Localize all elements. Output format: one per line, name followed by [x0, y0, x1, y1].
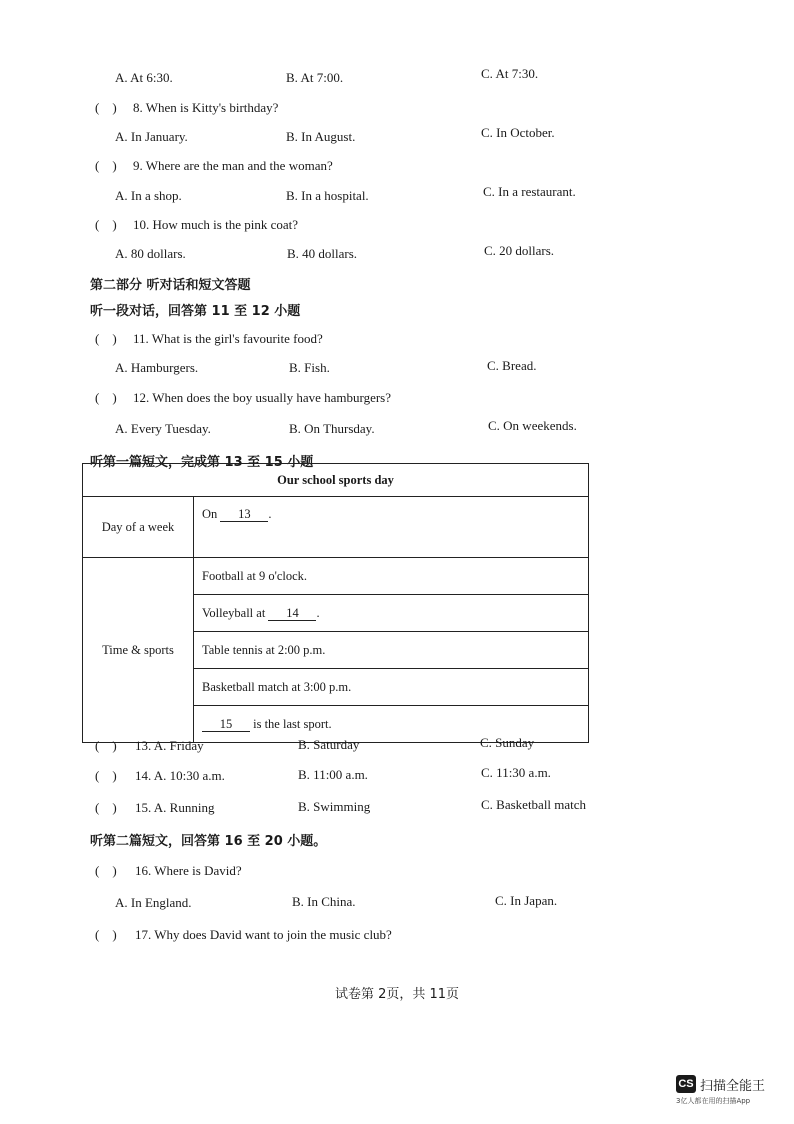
- day-of-week-label: Day of a week: [83, 497, 194, 558]
- last-sport-suffix: is the last sport.: [253, 716, 332, 731]
- question-17: 17. Why does David want to join the music club?: [135, 927, 392, 942]
- q15-option-c: C. Basketball match: [481, 797, 587, 812]
- camscanner-logo-icon: CS: [676, 1075, 696, 1093]
- q8-option-a: A. In January.: [115, 129, 188, 144]
- answer-paren: ( ): [95, 390, 117, 405]
- q9-option-c: C. In a restaurant.: [483, 184, 576, 199]
- q10-option-a: A. 80 dollars.: [115, 246, 186, 261]
- table-title: Our school sports day: [83, 464, 589, 497]
- blank-14: 14: [268, 607, 316, 621]
- q16-option-c: C. In Japan.: [495, 893, 558, 908]
- answer-paren: ( ): [95, 738, 117, 753]
- blank-13: 13: [220, 508, 268, 522]
- q15-option-b: B. Swimming: [298, 799, 371, 814]
- answer-paren: ( ): [95, 863, 117, 878]
- q12-option-c: C. On weekends.: [488, 418, 577, 433]
- q9-option-b: B. In a hospital.: [286, 188, 369, 203]
- dialogue-heading: 听一段对话，回答第 11 至 12 小题: [90, 304, 301, 319]
- table-tennis-cell: Table tennis at 2:00 p.m.: [194, 632, 589, 669]
- q10-option-c: C. 20 dollars.: [484, 243, 555, 258]
- volleyball-cell: [194, 595, 589, 632]
- q8-option-c: C. In October.: [481, 125, 555, 140]
- answer-paren: ( ): [95, 100, 117, 115]
- q16-option-a: A. In England.: [115, 895, 192, 910]
- q8-option-b: B. In August.: [286, 129, 356, 144]
- day-suffix: .: [268, 507, 272, 521]
- question-16: 16. Where is David?: [135, 863, 242, 878]
- question-14: 14. A. 10:30 a.m.: [135, 768, 225, 783]
- blank-15: 15: [202, 718, 250, 732]
- answer-paren: ( ): [95, 217, 117, 232]
- q7-option-c: C. At 7:30.: [481, 66, 539, 81]
- q14-option-b: B. 11:00 a.m.: [298, 767, 368, 782]
- day-cell: [194, 497, 589, 558]
- answer-paren: ( ): [95, 331, 117, 346]
- question-15: 15. A. Running: [135, 800, 215, 815]
- q16-option-b: B. In China.: [292, 894, 356, 909]
- answer-paren: ( ): [95, 158, 117, 173]
- passage1-heading: 听第一篇短文，完成第 13 至 15 小题: [90, 455, 314, 470]
- q11-option-a: A. Hamburgers.: [115, 360, 199, 375]
- page-footer: 试卷第 2页，共 11页: [334, 987, 460, 1002]
- day-prefix: On: [202, 507, 218, 521]
- q11-option-b: B. Fish.: [289, 360, 330, 375]
- question-9: 9. Where are the man and the woman?: [133, 158, 333, 173]
- q13-option-c: C. Sunday: [480, 735, 535, 750]
- q11-option-c: C. Bread.: [487, 358, 537, 373]
- q12-option-b: B. On Thursday.: [289, 421, 375, 436]
- question-13: 13. A. Friday: [135, 738, 204, 753]
- scanner-tagline: 3亿人都在用的扫描App: [676, 1097, 751, 1105]
- answer-paren: ( ): [95, 768, 117, 783]
- scanner-name: 扫描全能王: [700, 1079, 766, 1094]
- q7-option-a: A. At 6:30.: [115, 70, 173, 85]
- question-10: 10. How much is the pink coat?: [133, 217, 298, 232]
- q10-option-b: B. 40 dollars.: [287, 246, 358, 261]
- question-12: 12. When does the boy usually have hamburgers?: [133, 390, 392, 405]
- question-11: 11. What is the girl's favourite food?: [133, 331, 323, 346]
- q9-option-a: A. In a shop.: [115, 188, 182, 203]
- answer-paren: ( ): [95, 800, 117, 815]
- basketball-cell: Basketball match at 3:00 p.m.: [194, 669, 589, 706]
- volleyball-suffix: .: [316, 605, 320, 620]
- q12-option-a: A. Every Tuesday.: [115, 421, 211, 436]
- q14-option-c: C. 11:30 a.m.: [481, 765, 551, 780]
- answer-paren: ( ): [95, 927, 117, 942]
- sports-day-table: [82, 463, 589, 743]
- passage2-heading: 听第二篇短文，回答第 16 至 20 小题。: [90, 834, 327, 849]
- part2-heading: 第二部分 听对话和短文答题: [90, 278, 251, 293]
- football-cell: Football at 9 o'clock.: [194, 558, 589, 595]
- volleyball-prefix: Volleyball at: [202, 605, 266, 620]
- q7-option-b: B. At 7:00.: [286, 70, 344, 85]
- q13-option-b: B. Saturday: [298, 737, 360, 752]
- question-8: 8. When is Kitty's birthday?: [133, 100, 279, 115]
- time-sports-label: Time & sports: [83, 558, 194, 743]
